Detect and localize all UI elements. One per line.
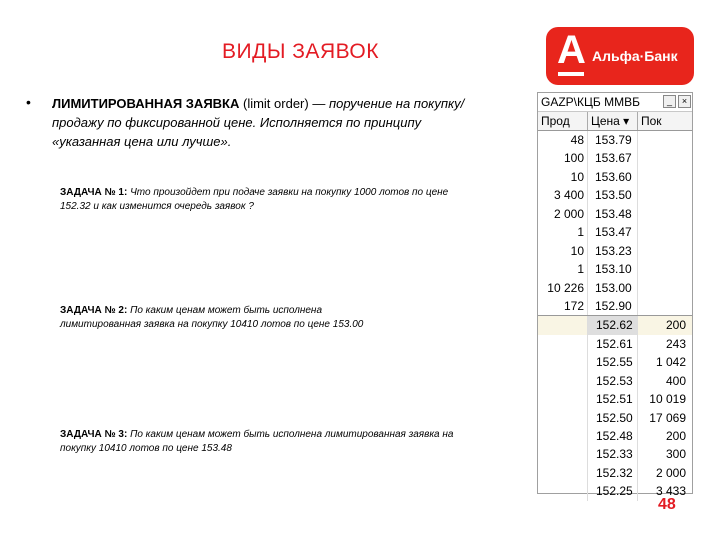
- empty-cell: [538, 409, 588, 427]
- empty-cell: [638, 131, 692, 149]
- bid-row[interactable]: [538, 353, 692, 371]
- intro-paragraph: [52, 94, 472, 151]
- bid-qty: 1 042: [655, 355, 686, 370]
- empty-cell: [638, 223, 692, 241]
- task-label: ЗАДАЧА № 2:: [60, 305, 128, 316]
- order-book-header: [538, 112, 692, 131]
- bid-price: 152.61: [588, 335, 638, 353]
- ask-qty: 10: [538, 168, 588, 186]
- empty-cell: [538, 427, 588, 445]
- intro-term-en: (limit order) —: [239, 96, 329, 111]
- order-book-titlebar: [538, 93, 692, 112]
- alfa-letter-icon: [556, 28, 586, 79]
- bid-price: 152.48: [588, 427, 638, 445]
- empty-cell: [638, 205, 692, 223]
- ask-row[interactable]: [538, 223, 692, 241]
- bid-price: 152.55: [588, 353, 638, 371]
- ask-qty: 1: [538, 260, 588, 278]
- task-3: [60, 428, 480, 456]
- column-header-buy[interactable]: Пок: [641, 114, 662, 128]
- ask-qty: 100: [538, 149, 588, 167]
- ask-price: 153.50: [588, 186, 638, 204]
- bullet: •: [26, 94, 31, 110]
- bid-qty: 10 019: [649, 392, 686, 407]
- bid-qty: 400: [665, 373, 686, 388]
- ask-price: 153.10: [588, 260, 638, 278]
- empty-cell: [538, 335, 588, 353]
- bid-row[interactable]: [538, 409, 692, 427]
- bid-price: 152.50: [588, 409, 638, 427]
- ask-qty: 3 400: [538, 186, 588, 204]
- ask-price: 153.67: [588, 149, 638, 167]
- empty-cell: [638, 242, 692, 260]
- empty-cell: [538, 353, 588, 371]
- ask-qty: 10 226: [538, 279, 588, 297]
- ask-row[interactable]: [538, 260, 692, 278]
- empty-cell: [638, 168, 692, 186]
- task-text: Что произойдет при подаче заявки на покупку 1000 лотов по цене 152.32 и как изменится очередь заявок ?: [60, 187, 449, 212]
- ask-price: 152.90: [588, 297, 638, 315]
- ask-price: 153.23: [588, 242, 638, 260]
- empty-cell: [538, 390, 588, 408]
- ask-qty: 48: [538, 131, 588, 149]
- task-label: ЗАДАЧА № 1:: [60, 187, 128, 198]
- empty-cell: [538, 372, 588, 390]
- bid-price: 152.53: [588, 372, 638, 390]
- alfa-bank-logo: [546, 27, 694, 85]
- ask-row[interactable]: [538, 297, 692, 315]
- logo-letter: А: [557, 28, 586, 72]
- order-book-window: [537, 92, 693, 499]
- task-text: По каким ценам может быть исполнена лимитированная заявка на покупку 10410 лотов по цене 153.48: [60, 429, 454, 454]
- empty-cell: [638, 186, 692, 204]
- bid-qty: 3 433: [655, 484, 686, 499]
- ask-row[interactable]: [538, 131, 692, 149]
- column-header-sell[interactable]: Прод: [538, 112, 588, 130]
- minimize-button[interactable]: _: [663, 95, 676, 108]
- ask-qty: 172: [538, 297, 588, 315]
- logo-underline: [558, 72, 584, 76]
- bid-row[interactable]: [538, 427, 692, 445]
- intro-definition: поручение на покупку/продажу по фиксированной цене. Исполняется по принципу «указанная цена или лучше».: [52, 96, 465, 149]
- bid-price: 152.32: [588, 464, 638, 482]
- bid-qty: 200: [665, 318, 686, 333]
- bid-price: 152.25: [588, 482, 638, 500]
- task-text: По каким ценам может быть исполнена лимитированная заявка на покупку 10410 лотов по цене 153.00: [60, 305, 364, 330]
- empty-cell: [538, 316, 588, 334]
- ask-price: 153.79: [588, 131, 638, 149]
- bid-row[interactable]: [538, 372, 692, 390]
- bid-qty: 300: [665, 447, 686, 462]
- bid-row[interactable]: [538, 464, 692, 482]
- ask-price: 153.00: [588, 279, 638, 297]
- bid-qty: 243: [665, 336, 686, 351]
- page-number: 48: [658, 496, 676, 513]
- bid-qty: 17 069: [649, 410, 686, 425]
- bid-price: 152.51: [588, 390, 638, 408]
- empty-cell: [638, 260, 692, 278]
- empty-cell: [538, 464, 588, 482]
- logo-text: Альфа·Банк: [592, 48, 678, 64]
- bid-row[interactable]: [538, 445, 692, 463]
- bid-row[interactable]: [538, 315, 692, 334]
- ask-price: 153.47: [588, 223, 638, 241]
- ask-row[interactable]: [538, 186, 692, 204]
- ask-qty: 1: [538, 223, 588, 241]
- bid-qty: 200: [665, 429, 686, 443]
- task-2: [60, 304, 400, 332]
- ask-qty: 2 000: [538, 205, 588, 223]
- empty-cell: [638, 279, 692, 297]
- close-button[interactable]: ×: [678, 95, 691, 108]
- intro-term: ЛИМИТИРОВАННАЯ ЗАЯВКА: [52, 96, 240, 111]
- order-book-title: GAZP\КЦБ ММВБ: [541, 95, 640, 109]
- ask-row[interactable]: [538, 149, 692, 167]
- bid-price: 152.62: [588, 316, 638, 334]
- bid-row[interactable]: [538, 335, 692, 353]
- ask-row[interactable]: [538, 205, 692, 223]
- empty-cell: [538, 482, 588, 500]
- empty-cell: [638, 297, 692, 315]
- empty-cell: [638, 149, 692, 167]
- page-title: ВИДЫ ЗАЯВОК: [222, 40, 379, 63]
- ask-row[interactable]: [538, 279, 692, 297]
- bid-price: 152.33: [588, 445, 638, 463]
- ask-price: 153.60: [588, 168, 638, 186]
- ask-row[interactable]: [538, 242, 692, 260]
- task-1: [60, 186, 480, 214]
- order-book-rows: [538, 131, 692, 501]
- bid-qty: 2 000: [655, 465, 686, 480]
- task-label: ЗАДАЧА № 3:: [60, 429, 128, 440]
- ask-row[interactable]: [538, 168, 692, 186]
- empty-cell: [538, 445, 588, 463]
- bid-row[interactable]: [538, 390, 692, 408]
- ask-qty: 10: [538, 242, 588, 260]
- column-header-price[interactable]: Цена ▾: [588, 112, 638, 130]
- ask-price: 153.48: [588, 205, 638, 223]
